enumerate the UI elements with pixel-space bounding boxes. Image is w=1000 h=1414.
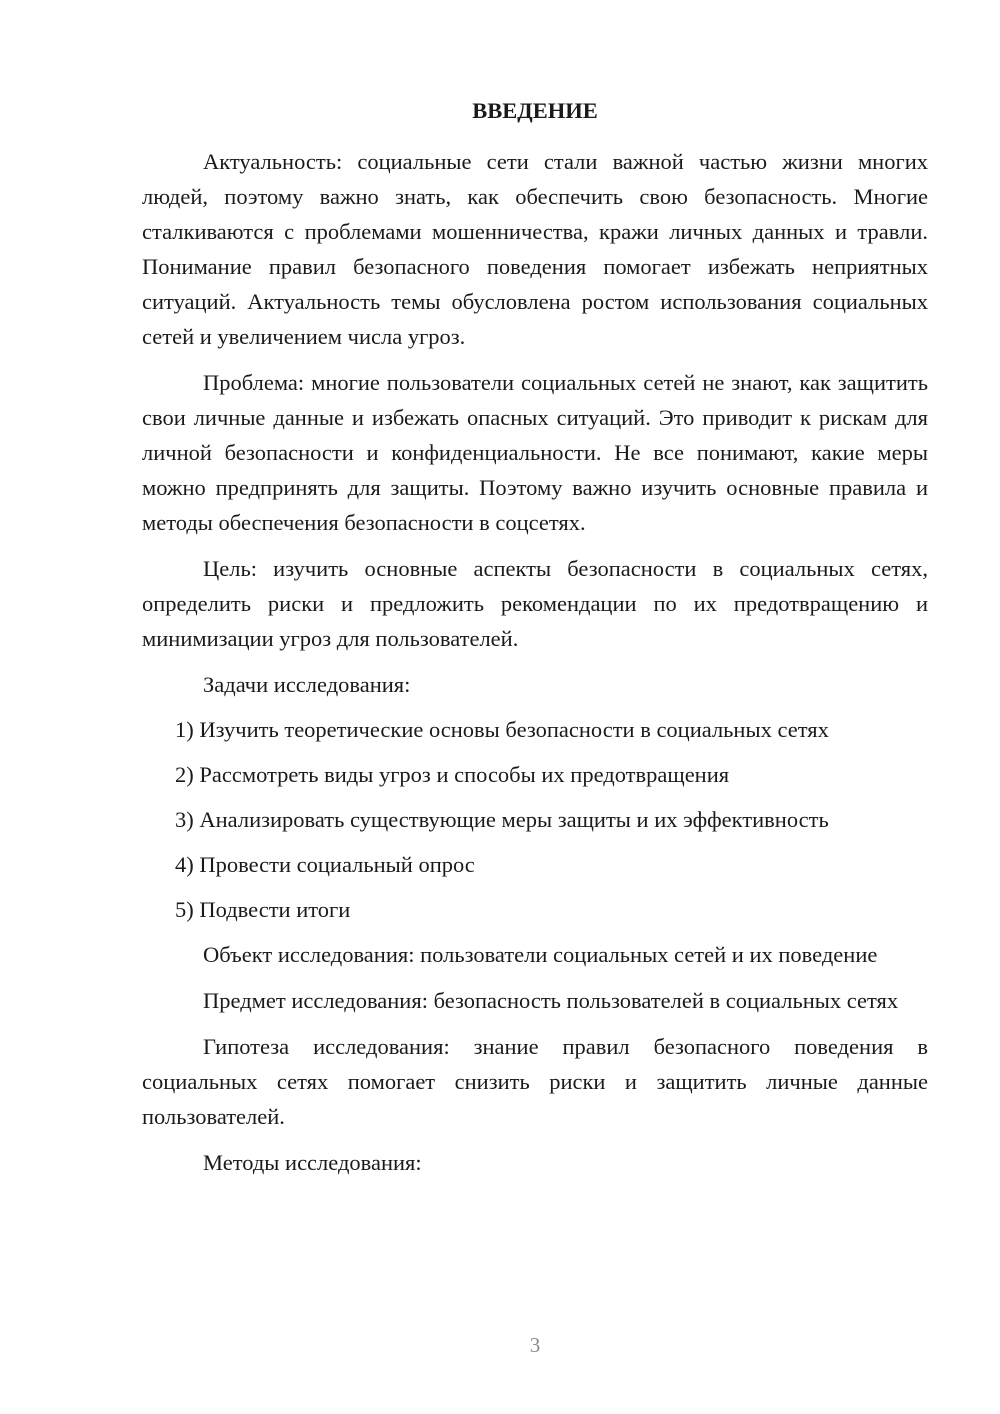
document-title: ВВЕДЕНИЕ (472, 98, 598, 123)
paragraph-object: Объект исследования: пользователи социальных сетей и их поведение (203, 942, 878, 967)
paragraph-goal: Цель: изучить основные аспекты безопасности в социальных сетях, определить риски и предложить рекомендации по их предотвращению и минимизации угроз для пользователей. (142, 556, 928, 651)
paragraph-subject: Предмет исследования: безопасность пользователей в социальных сетях (203, 988, 899, 1013)
paragraph-problem: Проблема: многие пользователи социальных сетей не знают, как защитить свои личные данные и избежать опасных ситуаций. Это приводит к рискам для личной безопасности и конфиденциальности. Не все понимают, какие меры можно предпринять для защиты. Поэтому важно изучить основные правила и методы обеспечения безопасности в соцсетях. (142, 370, 928, 535)
paragraph-relevance: Актуальность: социальные сети стали важной частью жизни многих людей, поэтому важно знать, как обеспечить свою безопасность. Многие сталкиваются с проблемами мошенничества, кражи личных данных и травли. Понимание правил безопасного поведения помогает избежать неприятных ситуаций. Актуальность темы обусловлена ростом использования социальных сетей и увеличением числа угроз. (142, 149, 928, 349)
list-item: 4) Провести социальный опрос (175, 852, 475, 877)
tasks-list (142, 712, 928, 927)
methods-heading: Методы исследования: (203, 1150, 422, 1175)
list-item: 3) Анализировать существующие меры защиты и их эффективность (175, 807, 829, 832)
list-item: 2) Рассмотреть виды угроз и способы их предотвращения (175, 762, 730, 787)
list-item: 5) Подвести итоги (175, 897, 351, 922)
page-number: 3 (529, 1333, 541, 1357)
tasks-heading: Задачи исследования: (203, 672, 411, 697)
paragraph-hypothesis: Гипотеза исследования: знание правил безопасного поведения в социальных сетях помогает снизить риски и защитить личные данные пользователей. (142, 1034, 928, 1129)
document-page (142, 96, 928, 1190)
list-item: 1) Изучить теоретические основы безопасности в социальных сетях (175, 717, 829, 742)
